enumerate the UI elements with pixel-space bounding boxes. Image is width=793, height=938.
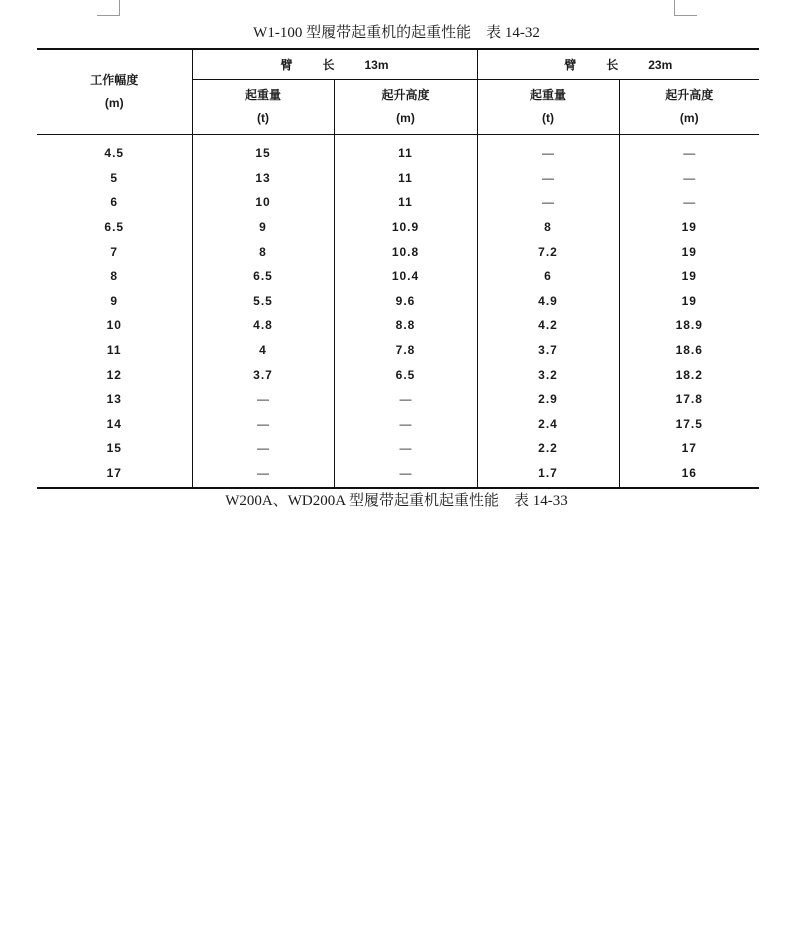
capacity-13m-cell: 3.7 <box>192 362 334 387</box>
capacity-23m-cell: 6 <box>477 264 619 289</box>
table-14-33-title: W200A、WD200A 型履带起重机起重性能 表 14-33 <box>225 493 568 509</box>
table-row <box>37 338 759 363</box>
capacity-unit: (t) <box>542 111 554 125</box>
boom-word-2: 长 <box>606 58 619 72</box>
radius-cell: 9 <box>37 289 192 314</box>
height-23m-cell: 18.2 <box>675 367 703 382</box>
table-row <box>37 387 759 412</box>
table-14-32-title: W1-100 型履带起重机的起重性能 表 14-32 <box>253 25 540 41</box>
height-header <box>619 80 759 135</box>
radius-cell: 10 <box>37 313 192 338</box>
capacity-13m-cell: — <box>192 436 334 461</box>
radius-cell: 5 <box>37 166 192 191</box>
height-23m-cell: 17.8 <box>675 392 703 407</box>
table-row <box>37 362 759 387</box>
height-header <box>334 80 477 135</box>
radius-cell: 15 <box>37 436 192 461</box>
table-body <box>37 135 759 489</box>
capacity-23m-cell: 2.2 <box>477 436 619 461</box>
height-23m-cell: 16 <box>619 461 759 489</box>
radius-cell: 7 <box>37 239 192 264</box>
height-13m-cell: 11 <box>334 166 477 191</box>
height-23m-cell: 18.9 <box>675 318 703 333</box>
capacity-23m-cell: — <box>477 135 619 166</box>
height-23m-cell: — <box>683 195 696 210</box>
boom-13m-length: 13m <box>364 58 389 72</box>
height-23m-cell: — <box>683 146 696 161</box>
capacity-13m-cell: 8 <box>192 239 334 264</box>
table-row <box>37 215 759 240</box>
capacity-23m-cell: — <box>477 190 619 215</box>
capacity-13m-cell: — <box>192 461 334 489</box>
table-row <box>37 239 759 264</box>
boom-word-1: 臂 <box>280 58 293 72</box>
capacity-header <box>477 80 619 135</box>
capacity-label: 起重量 <box>529 88 566 102</box>
radius-cell: 14 <box>37 412 192 437</box>
capacity-23m-cell: 7.2 <box>477 239 619 264</box>
radius-label: 工作幅度 <box>90 73 139 87</box>
height-13m-cell: 6.5 <box>334 362 477 387</box>
height-23m-cell: 17 <box>681 441 697 456</box>
height-13m-cell: 10.9 <box>334 215 477 240</box>
capacity-23m-cell: 8 <box>477 215 619 240</box>
capacity-23m-cell: 4.9 <box>477 289 619 314</box>
radius-cell: 6 <box>37 190 192 215</box>
boom-word-1: 臂 <box>564 58 577 72</box>
radius-cell: 6.5 <box>37 215 192 240</box>
height-unit: (m) <box>396 111 415 125</box>
boom-word-2: 长 <box>322 58 335 72</box>
height-13m-cell: 7.8 <box>334 338 477 363</box>
crane-performance-table <box>37 48 759 489</box>
radius-cell: 12 <box>37 362 192 387</box>
boom-23m-length: 23m <box>648 58 673 72</box>
height-unit: (m) <box>679 111 699 125</box>
page-corner-mark-left <box>97 0 120 16</box>
capacity-13m-cell: — <box>192 387 334 412</box>
capacity-23m-cell: 2.4 <box>477 412 619 437</box>
capacity-23m-cell: — <box>477 166 619 191</box>
capacity-13m-cell: 10 <box>192 190 334 215</box>
table-row <box>37 436 759 461</box>
height-23m-cell: 19 <box>681 220 697 235</box>
height-13m-cell: 11 <box>334 135 477 166</box>
radius-cell: 8 <box>37 264 192 289</box>
height-13m-cell: — <box>334 461 477 489</box>
table-row <box>37 166 759 191</box>
height-13m-cell: 10.8 <box>334 239 477 264</box>
table-row <box>37 289 759 314</box>
capacity-13m-cell: 4 <box>192 338 334 363</box>
capacity-13m-cell: 9 <box>192 215 334 240</box>
height-13m-cell: 8.8 <box>334 313 477 338</box>
capacity-13m-cell: 15 <box>192 135 334 166</box>
table-row <box>37 412 759 437</box>
radius-cell: 17 <box>37 461 192 489</box>
radius-cell: 13 <box>37 387 192 412</box>
boom-13m-header <box>192 49 477 80</box>
height-label: 起升高度 <box>381 88 430 102</box>
height-23m-cell: 18.6 <box>675 343 703 358</box>
table-row <box>37 190 759 215</box>
capacity-23m-cell: 3.2 <box>477 362 619 387</box>
capacity-13m-cell: 5.5 <box>192 289 334 314</box>
boom-23m-header <box>477 49 759 80</box>
height-13m-cell: 11 <box>334 190 477 215</box>
height-13m-cell: 10.4 <box>334 264 477 289</box>
radius-cell: 11 <box>37 338 192 363</box>
capacity-23m-cell: 1.7 <box>477 461 619 489</box>
height-13m-cell: — <box>334 412 477 437</box>
height-23m-cell: 19 <box>681 269 697 284</box>
table-row <box>37 264 759 289</box>
radius-unit: (m) <box>104 96 124 110</box>
radius-header <box>37 49 192 135</box>
height-13m-cell: 9.6 <box>334 289 477 314</box>
capacity-13m-cell: 6.5 <box>192 264 334 289</box>
table-row <box>37 135 759 166</box>
capacity-23m-cell: 3.7 <box>477 338 619 363</box>
capacity-13m-cell: — <box>192 412 334 437</box>
capacity-23m-cell: 2.9 <box>477 387 619 412</box>
page-corner-mark-right <box>674 0 697 16</box>
capacity-label: 起重量 <box>244 88 281 102</box>
height-23m-cell: 19 <box>681 244 697 259</box>
table-row <box>37 461 759 489</box>
capacity-header <box>192 80 334 135</box>
radius-cell: 4.5 <box>37 135 192 166</box>
height-13m-cell: — <box>334 387 477 412</box>
capacity-unit: (t) <box>257 111 269 125</box>
height-label: 起升高度 <box>665 88 714 102</box>
height-23m-cell: 19 <box>681 293 697 308</box>
capacity-13m-cell: 4.8 <box>192 313 334 338</box>
capacity-13m-cell: 13 <box>192 166 334 191</box>
capacity-23m-cell: 4.2 <box>477 313 619 338</box>
table-row <box>37 313 759 338</box>
height-23m-cell: 17.5 <box>675 416 703 431</box>
height-23m-cell: — <box>683 170 696 185</box>
height-13m-cell: — <box>334 436 477 461</box>
